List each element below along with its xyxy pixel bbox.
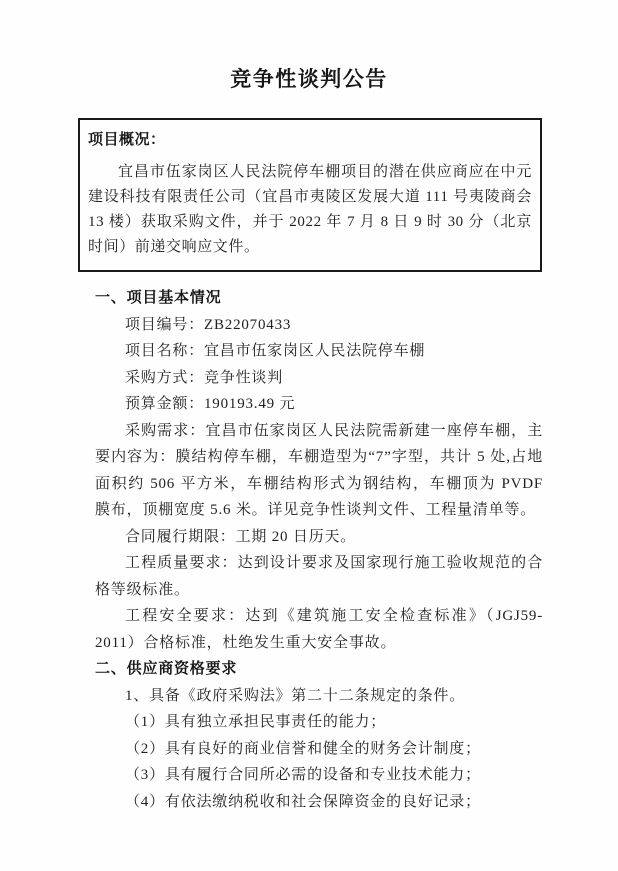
document-title: 竞争性谈判公告 (230, 67, 388, 91)
overview-label: 项目概况： (88, 132, 166, 148)
qualification-clause-4: （4）有依法缴纳税收和社会保障资金的良好记录； (125, 793, 481, 810)
qualification-clause-2: （2）具有良好的商业信誉和健全的财务会计制度； (125, 740, 481, 757)
qualification-requirement-main: 1、具备《政府采购法》第二十二条规定的条件。 (125, 687, 466, 704)
paragraph-safety-requirements: 工程安全要求：达到《建筑施工安全检查标准》（JGJ59-2011）合格标准，杜绝发生重大安全事故。 (95, 608, 543, 651)
qualification-clause-1: （1）具有独立承担民事责任的能力； (125, 714, 387, 730)
field-budget-amount: 预算金额：190193.49 元 (125, 396, 296, 412)
qualification-clause-3: （3）具有履行合同所必需的设备和专业技术能力； (125, 767, 481, 783)
field-project-number: 项目编号：ZB22070433 (125, 316, 292, 333)
project-overview-box (78, 118, 542, 272)
section-2-heading: 二、供应商资格要求 (95, 661, 238, 677)
paragraph-procurement-requirements: 采购需求：宜昌市伍家岗区人民法院需新建一座停车棚，主要内容为：膜结构停车棚，车棚造型为“7”字型，共计 5 处,占地面积约 506 平方米，车棚结构形式为钢结构，车棚顶为 PVDF 膜布，顶棚宽度 5.6 米。详见竞争性谈判文件、工程量清单等。 (95, 422, 543, 518)
section-1-heading: 一、项目基本情况 (95, 290, 222, 306)
document-body (95, 285, 543, 815)
field-procurement-method: 采购方式：竞争性谈判 (125, 369, 284, 386)
paragraph-contract-period: 合同履行期限：工期 20 日历天。 (125, 528, 357, 545)
field-project-name: 项目名称：宜昌市伍家岗区人民法院停车棚 (125, 343, 426, 359)
paragraph-quality-requirements: 工程质量要求：达到设计要求及国家现行施工验收规范的合格等级标准。 (95, 555, 543, 598)
overview-paragraph: 宜昌市伍家岗区人民法院停车棚项目的潜在供应商应在中元建设科技有限责任公司（宜昌市夷陵区发展大道 111 号夷陵商会 13 楼）获取采购文件，并于 2022 年 7 月 8 日 9 时 30 分（北京时间）前递交响应文件。 (88, 164, 532, 255)
